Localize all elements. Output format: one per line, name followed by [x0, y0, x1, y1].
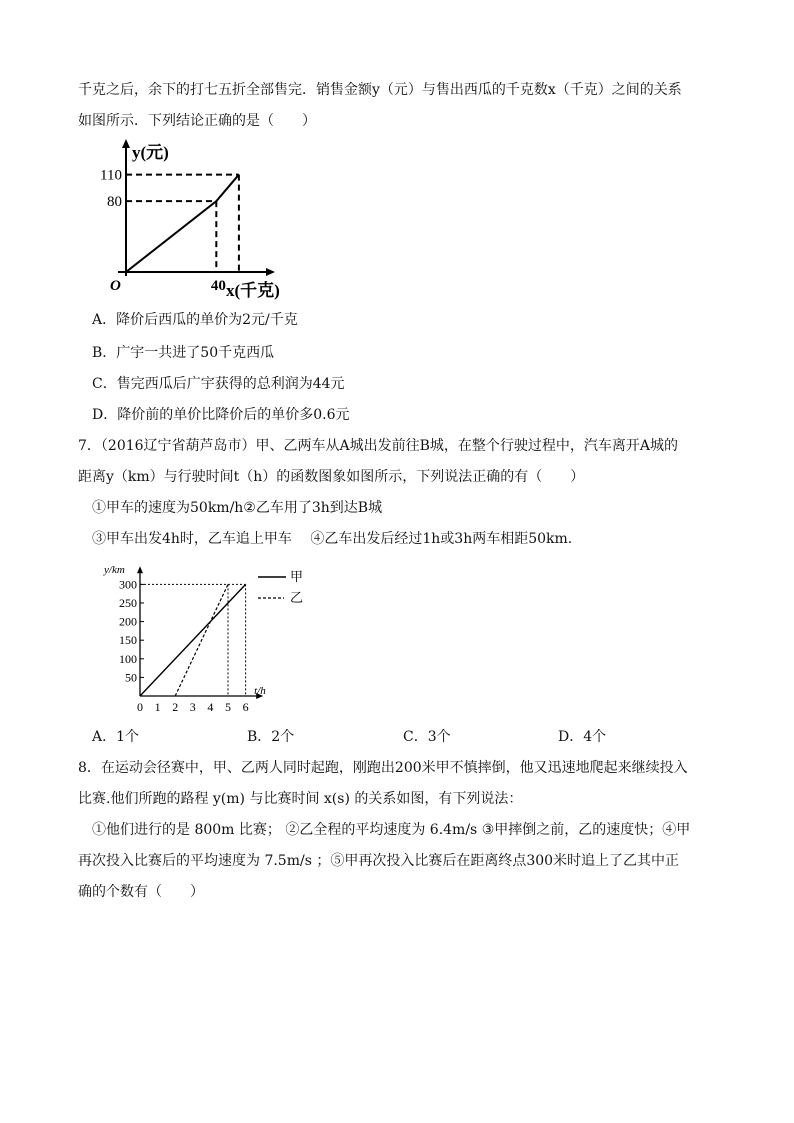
- q7-chart: [100, 560, 320, 720]
- y-axis-label: y(元): [132, 143, 169, 162]
- q8-line3: ①他们进行的是 800m 比赛； ②乙全程的平均速度为 6.4m/s ③甲摔倒之前，乙的速度快；④甲: [92, 822, 691, 838]
- y-tick-label: 80: [107, 194, 122, 211]
- y-tick-label: 100: [119, 651, 137, 666]
- q6-chart: [88, 138, 288, 306]
- series-jia-line: [140, 584, 246, 696]
- q7-option-c: C．3个: [403, 729, 451, 745]
- origin-label: O: [110, 278, 121, 294]
- legend-yi-label: 乙: [290, 590, 304, 605]
- q8-line2: 比赛.他们所跑的路程 y(m) 与比赛时间 x(s) 的关系如图，有下列说法：: [78, 791, 523, 807]
- q7-option-b: B．2个: [247, 729, 295, 745]
- x-tick-label: 40: [210, 278, 226, 294]
- x-tick-label: 4: [207, 700, 214, 714]
- q6-stem-line2: 如图所示．下列结论正确的是（ ）: [78, 113, 316, 129]
- y-tick-label: 150: [119, 633, 137, 648]
- y-tick-label: 110: [100, 167, 122, 184]
- q8-line1: 8．在运动会径赛中，甲、乙两人同时起跑，刚跑出200米甲不慎摔倒，他又迅速地爬起来继续投入: [78, 760, 688, 776]
- x-axis-label: t/h: [254, 685, 266, 697]
- q7-statement-3-4: ③甲车出发4h时，乙车追上甲车 ④乙车出发后经过1h或3h两车相距50km.: [92, 531, 573, 547]
- y-tick-label: 50: [125, 670, 137, 685]
- y-tick-label: 250: [119, 596, 137, 610]
- y-axis-label: y/km: [104, 564, 125, 576]
- q8-line4: 再次投入比赛后的平均速度为 7.5m/s ；⑤甲再次投入比赛后在距离终点300米时追上了乙其中正: [78, 853, 680, 869]
- legend-jia-label: 甲: [290, 569, 304, 584]
- q7-option-d: D．4个: [558, 729, 607, 745]
- x-tick-label: 0: [137, 700, 143, 714]
- q6-option-d: D．降价前的单价比降价后的单价多0.6元: [92, 407, 350, 423]
- x-tick-label: 2: [172, 700, 179, 714]
- q7-stem-line2: 距离y（km）与行驶时间t（h）的函数图象如图所示，下列说法正确的有（ ）: [78, 469, 585, 485]
- q6-option-b: B．广宇一共进了50千克西瓜: [92, 345, 275, 361]
- q7-option-a: A．1个: [92, 729, 140, 745]
- x-axis-arrow: [266, 268, 275, 276]
- x-tick-label: 6: [242, 700, 249, 714]
- series-yi-line: [175, 584, 228, 696]
- y-axis-arrow: [137, 566, 143, 573]
- series-line: [126, 175, 239, 272]
- x-tick-label: 3: [189, 700, 196, 714]
- q6-option-c: C．售完西瓜后广宇获得的总利润为44元: [92, 376, 345, 392]
- y-axis-arrow: [122, 139, 130, 148]
- y-tick-label: 300: [119, 577, 137, 592]
- q7-statement-1-2: ①甲车的速度为50km/h②乙车用了3h到达B城: [92, 500, 383, 516]
- x-axis-label: x(千克): [226, 281, 280, 300]
- q8-line5: 确的个数有（ ）: [78, 884, 204, 900]
- q6-stem-line1: 千克之后，余下的打七五折全部售完．销售金额y（元）与售出西瓜的千克数x（千克）之间的关系: [78, 82, 682, 98]
- q7-stem-line1: 7．（2016辽宁省葫芦岛市）甲、乙两车从A城出发前往B城，在整个行驶过程中，汽车离开A城的: [78, 438, 679, 454]
- y-tick-label: 200: [119, 614, 137, 629]
- x-tick-label: 1: [154, 700, 161, 714]
- q6-option-a: A．降价后西瓜的单价为2元/千克: [92, 312, 298, 328]
- x-tick-label: 5: [225, 700, 231, 714]
